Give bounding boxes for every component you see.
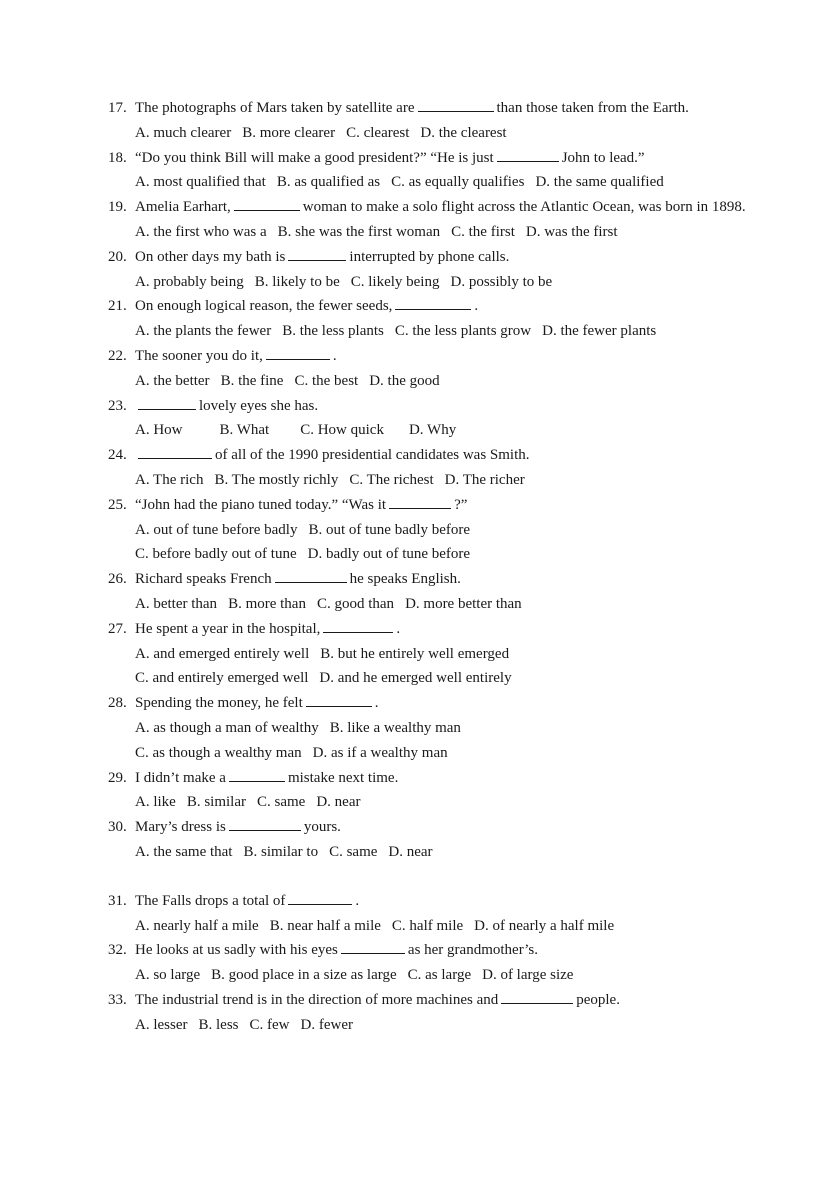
answer-option: B. but he entirely well emerged xyxy=(320,645,510,662)
answer-option: C. the first xyxy=(451,223,515,240)
answer-option: A. lesser xyxy=(135,1016,188,1033)
answer-option: D. Why xyxy=(408,422,457,439)
answer-option: D. of nearly a half mile xyxy=(474,917,615,934)
answer-option: B. The mostly richly xyxy=(214,471,339,488)
answer-option: D. near xyxy=(316,794,361,811)
question-number: 24. xyxy=(108,447,127,464)
question-item xyxy=(108,815,748,865)
question-text-part: John to lead.” xyxy=(561,149,645,166)
question-item xyxy=(108,567,748,617)
answer-option: D. badly out of tune before xyxy=(307,546,471,563)
answer-option: A. out of tune before badly xyxy=(135,521,298,538)
question-item xyxy=(108,96,748,146)
question-stem xyxy=(108,394,748,419)
answer-option: C. The richest xyxy=(349,471,434,488)
question-number: 20. xyxy=(108,248,127,265)
options-line xyxy=(108,1013,748,1038)
question-stem xyxy=(108,617,748,642)
question-text xyxy=(135,815,748,840)
answer-option: B. more than xyxy=(228,595,306,612)
answer-option: C. before badly out of tune xyxy=(135,546,297,563)
options-line xyxy=(108,170,748,195)
question-text-part: mistake next time. xyxy=(287,769,399,786)
question-stem xyxy=(108,815,748,840)
question-text-part: The sooner you do it, xyxy=(135,347,263,364)
question-text xyxy=(135,394,748,419)
question-text-part: Amelia Earhart, xyxy=(135,199,231,216)
options-line xyxy=(108,369,748,394)
question-stem xyxy=(108,493,748,518)
question-text xyxy=(135,443,748,468)
question-stem xyxy=(108,245,748,270)
answer-blank xyxy=(288,890,352,905)
question-stem xyxy=(108,889,748,914)
question-text-part: yours. xyxy=(303,819,341,836)
options-line xyxy=(108,592,748,617)
question-text-part: . xyxy=(374,695,379,712)
question-text-part: Mary’s dress is xyxy=(135,819,226,836)
options-line xyxy=(108,468,748,493)
question-item xyxy=(108,889,748,939)
question-text xyxy=(135,766,748,791)
question-number: 25. xyxy=(108,496,127,513)
question-number: 27. xyxy=(108,620,127,637)
answer-option: D. was the first xyxy=(525,223,618,240)
options-line xyxy=(108,642,748,667)
answer-option: B. What xyxy=(219,422,270,439)
question-item xyxy=(108,766,748,816)
answer-option: C. the less plants grow xyxy=(394,323,532,340)
question-text-part: . xyxy=(332,347,337,364)
question-stem xyxy=(108,344,748,369)
question-number: 26. xyxy=(108,571,127,588)
question-text xyxy=(135,96,748,121)
question-item xyxy=(108,245,748,295)
answer-option: C. same xyxy=(329,843,378,860)
answer-option: C. same xyxy=(257,794,306,811)
question-text-part: He spent a year in the hospital, xyxy=(135,620,321,637)
question-text-part: He looks at us sadly with his eyes xyxy=(135,942,338,959)
answer-option: D. and he emerged well entirely xyxy=(319,670,512,687)
answer-option: C. and entirely emerged well xyxy=(135,670,309,687)
question-text-part: ?” xyxy=(454,496,468,513)
answer-option: A. better than xyxy=(135,595,218,612)
question-text xyxy=(135,567,748,592)
question-text xyxy=(135,195,748,220)
question-text-part: interrupted by phone calls. xyxy=(349,248,510,265)
answer-option: C. as equally qualifies xyxy=(391,174,525,191)
answer-option: A. much clearer xyxy=(135,124,232,141)
answer-blank xyxy=(275,568,347,583)
answer-option: D. possibly to be xyxy=(450,273,553,290)
question-item xyxy=(108,294,748,344)
question-text-part: I didn’t make a xyxy=(135,769,226,786)
question-stem xyxy=(108,766,748,791)
answer-option: A. the plants the fewer xyxy=(135,323,272,340)
section-gap xyxy=(108,865,748,889)
answer-option: D. of large size xyxy=(482,967,574,984)
question-list xyxy=(108,96,748,1037)
answer-option: A. as though a man of wealthy xyxy=(135,719,319,736)
options-line xyxy=(108,741,748,766)
answer-option: B. the fine xyxy=(220,372,284,389)
answer-option: B. similar xyxy=(186,794,246,811)
answer-blank xyxy=(288,246,346,261)
answer-blank xyxy=(418,97,494,112)
question-text-part: . xyxy=(474,298,479,315)
answer-blank xyxy=(266,345,330,360)
question-stem xyxy=(108,443,748,468)
question-number: 32. xyxy=(108,942,127,959)
question-text xyxy=(135,146,748,171)
question-item xyxy=(108,443,748,493)
options-line xyxy=(108,518,748,543)
answer-option: B. good place in a size as large xyxy=(211,967,397,984)
question-text-part: The Falls drops a total of xyxy=(135,892,286,909)
answer-option: A. How xyxy=(135,422,183,439)
question-item xyxy=(108,394,748,444)
question-item xyxy=(108,938,748,988)
answer-option: D. the fewer plants xyxy=(542,323,657,340)
question-stem xyxy=(108,96,748,121)
answer-option: B. as qualified as xyxy=(276,174,381,191)
question-item xyxy=(108,493,748,567)
question-text xyxy=(135,938,748,963)
answer-option: B. like a wealthy man xyxy=(329,719,461,736)
question-item xyxy=(108,691,748,765)
answer-option: D. as if a wealthy man xyxy=(312,744,448,761)
answer-option: B. less xyxy=(198,1016,239,1033)
answer-blank xyxy=(229,767,285,782)
question-stem xyxy=(108,988,748,1013)
answer-option: A. the better xyxy=(135,372,210,389)
question-text-part: as her grandmother’s. xyxy=(407,942,539,959)
answer-option: A. so large xyxy=(135,967,201,984)
answer-blank xyxy=(497,147,559,162)
answer-option: C. clearest xyxy=(346,124,410,141)
answer-blank xyxy=(229,816,301,831)
question-number: 23. xyxy=(108,397,127,414)
answer-blank xyxy=(501,989,573,1004)
options-line xyxy=(108,319,748,344)
question-stem xyxy=(108,567,748,592)
answer-option: C. half mile xyxy=(391,917,464,934)
answer-option: C. likely being xyxy=(350,273,440,290)
answer-blank xyxy=(323,618,393,633)
question-text-part: The photographs of Mars taken by satellite are xyxy=(135,100,415,116)
answer-blank xyxy=(234,196,300,211)
answer-blank xyxy=(138,444,212,459)
options-line xyxy=(108,121,748,146)
question-item xyxy=(108,146,748,196)
question-text-part: woman to make a solo flight across the Atlantic Ocean, was born in 1898. xyxy=(302,199,746,216)
question-text-part: lovely eyes she has. xyxy=(199,397,319,414)
question-number: 19. xyxy=(108,199,127,216)
answer-option: C. as large xyxy=(407,967,472,984)
options-line xyxy=(108,270,748,295)
answer-option: D. more better than xyxy=(405,595,522,612)
options-line xyxy=(108,790,748,815)
question-number: 17. xyxy=(108,100,127,116)
question-number: 18. xyxy=(108,149,127,166)
question-text xyxy=(135,294,748,319)
question-text-part: On other days my bath is xyxy=(135,248,286,265)
answer-option: D. The richer xyxy=(444,471,525,488)
options-line xyxy=(108,716,748,741)
question-text-part: of all of the 1990 presidential candidates was Smith. xyxy=(215,447,530,464)
answer-option: A. probably being xyxy=(135,273,244,290)
question-item xyxy=(108,344,748,394)
question-text-part: “Do you think Bill will make a good president?” “He is just xyxy=(135,149,494,166)
answer-option: C. as though a wealthy man xyxy=(135,744,302,761)
question-number: 30. xyxy=(108,819,127,836)
answer-option: C. good than xyxy=(316,595,395,612)
question-text-part: than those taken from the Earth. xyxy=(496,100,689,116)
question-text-part: On enough logical reason, the fewer seeds, xyxy=(135,298,393,315)
options-line xyxy=(108,542,748,567)
question-item xyxy=(108,988,748,1038)
answer-option: C. few xyxy=(249,1016,290,1033)
answer-option: C. How quick xyxy=(300,422,384,439)
answer-option: D. near xyxy=(388,843,433,860)
answer-option: B. more clearer xyxy=(242,124,336,141)
question-number: 22. xyxy=(108,347,127,364)
options-line xyxy=(108,840,748,865)
options-line xyxy=(108,963,748,988)
question-text xyxy=(135,344,748,369)
question-number: 33. xyxy=(108,991,127,1008)
question-text-part: “John had the piano tuned today.” “Was it xyxy=(135,496,387,513)
answer-option: A. and emerged entirely well xyxy=(135,645,310,662)
question-text xyxy=(135,493,748,518)
answer-option: B. out of tune badly before xyxy=(308,521,471,538)
answer-option: A. like xyxy=(135,794,176,811)
question-text-part: . xyxy=(396,620,401,637)
question-stem xyxy=(108,146,748,171)
question-number: 29. xyxy=(108,769,127,786)
question-item xyxy=(108,195,748,245)
answer-option: C. the best xyxy=(294,372,359,389)
question-text xyxy=(135,988,748,1013)
answer-option: A. The rich xyxy=(135,471,204,488)
question-stem xyxy=(108,195,748,220)
answer-blank xyxy=(306,692,372,707)
options-line xyxy=(108,220,748,245)
question-text xyxy=(135,617,748,642)
question-text-part: Richard speaks French xyxy=(135,571,272,588)
answer-blank xyxy=(389,494,451,509)
answer-blank xyxy=(341,939,405,954)
answer-option: A. most qualified that xyxy=(135,174,266,191)
answer-option: D. fewer xyxy=(300,1016,353,1033)
question-text-part: . xyxy=(355,892,360,909)
question-text-part: The industrial trend is in the direction of more machines and xyxy=(135,991,499,1008)
question-text xyxy=(135,691,748,716)
question-stem xyxy=(108,294,748,319)
answer-option: A. the first who was a xyxy=(135,223,267,240)
options-line xyxy=(108,666,748,691)
answer-option: B. she was the first woman xyxy=(277,223,441,240)
question-text-part: he speaks English. xyxy=(349,571,461,588)
question-text xyxy=(135,889,748,914)
answer-option: D. the same qualified xyxy=(535,174,664,191)
options-line xyxy=(108,418,748,443)
answer-option: D. the good xyxy=(369,372,440,389)
answer-blank xyxy=(395,295,471,310)
answer-option: D. the clearest xyxy=(420,124,507,141)
answer-option: B. near half a mile xyxy=(269,917,381,934)
answer-option: B. likely to be xyxy=(254,273,340,290)
question-text-part: people. xyxy=(576,991,620,1008)
question-stem xyxy=(108,691,748,716)
question-number: 31. xyxy=(108,892,127,909)
question-number: 28. xyxy=(108,695,127,712)
answer-blank xyxy=(138,395,196,410)
question-text xyxy=(135,245,748,270)
options-line xyxy=(108,914,748,939)
answer-option: B. the less plants xyxy=(282,323,384,340)
question-text-part: Spending the money, he felt xyxy=(135,695,303,712)
answer-option: A. the same that xyxy=(135,843,233,860)
question-number: 21. xyxy=(108,298,127,315)
answer-option: A. nearly half a mile xyxy=(135,917,259,934)
answer-option: B. similar to xyxy=(243,843,319,860)
question-stem xyxy=(108,938,748,963)
question-item xyxy=(108,617,748,691)
